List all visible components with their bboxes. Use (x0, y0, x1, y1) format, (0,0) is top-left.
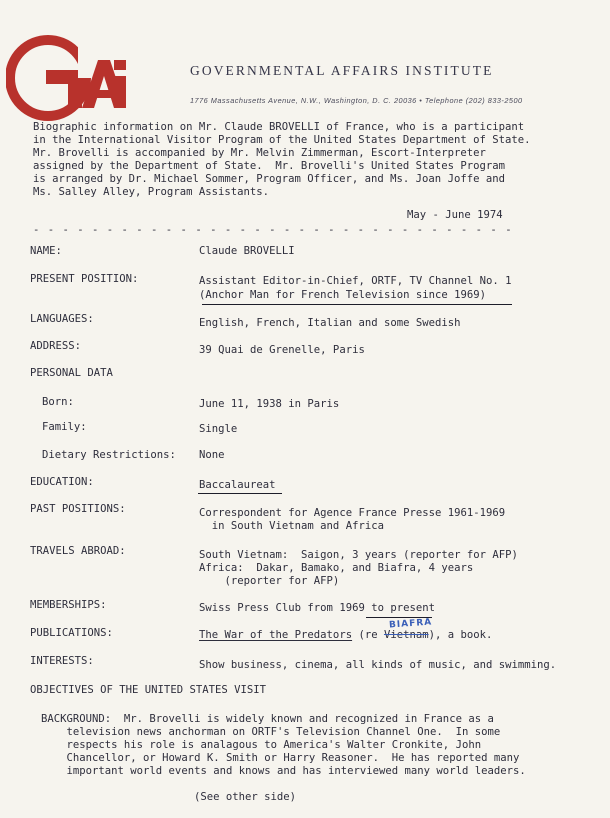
handwritten-correction: BIAFRA (388, 617, 433, 631)
position-label: PRESENT POSITION: (30, 273, 139, 285)
past-positions-value: Correspondent for Agence France Presse 1961-1969 in South Vietnam and Africa (199, 507, 506, 532)
dietary-label: Dietary Restrictions: (42, 449, 176, 461)
education-value: Baccalaureat (199, 479, 276, 491)
position-underline (202, 304, 512, 305)
born-label: Born: (42, 396, 74, 408)
dashed-divider: - - - - - - - - - - - - - - - - - - - - - - - - - - - - - - - - - (33, 224, 513, 236)
interests-label: INTERESTS: (30, 655, 94, 667)
education-label: EDUCATION: (30, 476, 94, 488)
name-value: Claude BROVELLI (199, 245, 295, 257)
address-label: ADDRESS: (30, 340, 82, 352)
publications-tail: ), a book. (428, 629, 493, 641)
name-label: NAME: (30, 245, 62, 257)
position-value-1: Assistant Editor-in-Chief, ORTF, TV Channel No. 1 (199, 275, 512, 287)
travels-label: TRAVELS ABROAD: (30, 545, 126, 557)
document-date: May - June 1974 (407, 209, 503, 221)
family-value: Single (199, 423, 238, 435)
publications-label: PUBLICATIONS: (30, 627, 113, 639)
position-value-2: (Anchor Man for French Television since 1969) (199, 289, 487, 301)
dietary-value: None (199, 449, 225, 461)
publications-re: (re (352, 629, 384, 641)
memberships-value: Swiss Press Club from 1969 to present (199, 602, 435, 614)
languages-label: LANGUAGES: (30, 313, 94, 325)
objectives-heading: OBJECTIVES OF THE UNITED STATES VISIT (30, 684, 266, 696)
interests-value: Show business, cinema, all kinds of music, and swimming. (199, 659, 557, 671)
intro-paragraph: Biographic information on Mr. Claude BROVELLI of France, who is a participant in the International Visitor Program of the United States Department of State. Mr. Brovelli is accompanied by Mr. Melvin Zimmerman, Escort-Interpreter assigned by the Department of State. Mr. Brovelli's United States Program is arranged by Dr. Michael Sommer, Program Officer, and Ms. Joan Joffe and Ms. Salley Alley, Program Assistants. (33, 121, 531, 198)
background-paragraph: BACKGROUND: Mr. Brovelli is widely known and recognized in France as a television news anchorman on ORTF's Television Channel One. In some respects his role is analagous to America's Walter Cronkite, John Chancellor, or Howard K. Smith or Harry Reasoner. He has reported many important world events and knows and has interviewed many world leaders. (41, 713, 526, 777)
memberships-label: MEMBERSHIPS: (30, 599, 107, 611)
past-positions-label: PAST POSITIONS: (30, 503, 126, 515)
gai-logo (6, 30, 128, 122)
struck-text: Vietnam (383, 629, 429, 641)
personal-data-heading: PERSONAL DATA (30, 367, 113, 379)
education-underline (198, 493, 282, 494)
see-other-side: (See other side) (194, 791, 297, 803)
born-value: June 11, 1938 in Paris (199, 398, 340, 410)
book-title: The War of the Predators (199, 629, 353, 641)
publications-value (199, 629, 492, 642)
family-label: Family: (42, 421, 87, 433)
institute-address: 1776 Massachusetts Avenue, N.W., Washington, D. C. 20036 • Telephone (202) 833-2500 (190, 96, 523, 105)
address-value: 39 Quai de Grenelle, Paris (199, 344, 365, 356)
institute-name: GOVERNMENTAL AFFAIRS INSTITUTE (190, 63, 494, 78)
travels-value: South Vietnam: Saigon, 3 years (reporter for AFP) Africa: Dakar, Bamako, and Biafra, 4 years (reporter for AFP) (199, 549, 518, 587)
languages-value: English, French, Italian and some Swedish (199, 317, 461, 329)
